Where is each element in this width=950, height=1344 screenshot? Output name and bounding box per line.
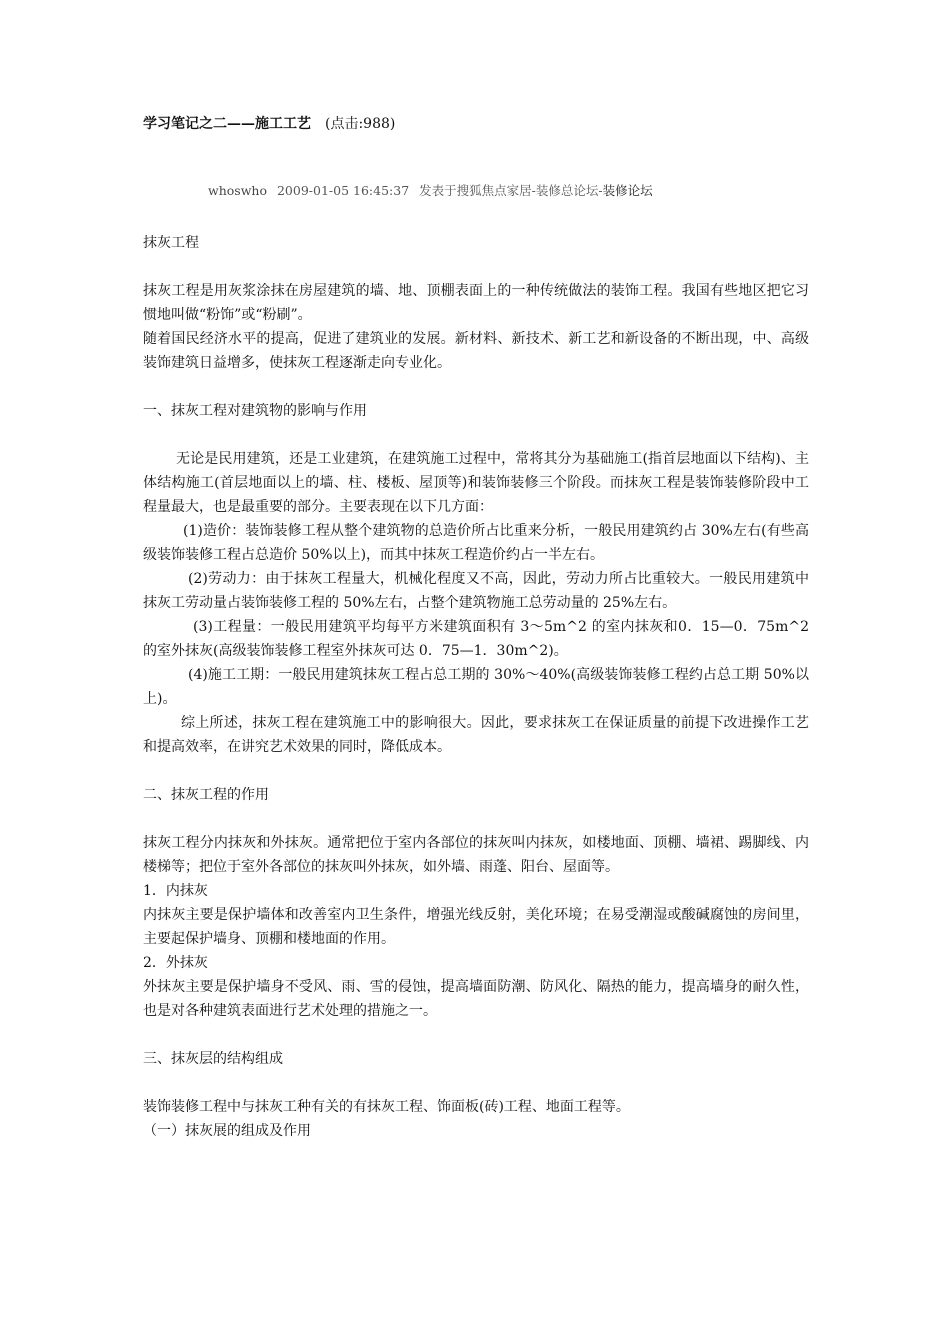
section-2-title: 二、抹灰工程的作用 [143,787,269,803]
section-1-paragraph: 无论是民用建筑，还是工业建筑，在建筑施工过程中，常将其分为基础施工(指首层地面以下结构)、主体结构施工(首层地面以上的墙、柱、楼板、屋顶等)和装饰装修三个阶段。而抹灰工程是装饰装修阶段中工程量最大，也是最重要的部分。主要表现在以下几方面： [143,451,809,515]
author-name: whoswho [208,183,267,198]
forum-board-name: 装修论坛 [602,183,653,198]
section-1-title: 一、抹灰工程对建筑物的影响与作用 [143,403,367,419]
section-1-summary: 综上所述，抹灰工程在建筑施工中的影响很大。因此，要求抹灰工在保证质量的前提下改进操作工艺和提高效率，在讲究艺术效果的同时，降低成本。 [143,715,809,755]
post-source: 发表于搜狐焦点家居-装修总论坛- [419,183,603,198]
section-2-paragraph: 抹灰工程分内抹灰和外抹灰。通常把位于室内各部位的抹灰叫内抹灰，如楼地面、顶棚、墙裙、踢脚线、内楼梯等；把位于室外各部位的抹灰叫外抹灰，如外墙、雨蓬、阳台、屋面等。 [143,835,809,875]
section-2-sub-1-text: 内抹灰主要是保护墙体和改善室内卫生条件，增强光线反射，美化环境；在易受潮湿或酸碱腐蚀的房间里，主要起保护墙身、顶棚和楼地面的作用。 [143,907,809,947]
post-meta [208,181,653,201]
click-count: (点击:988) [325,116,396,132]
section-1-item-cost: (1)造价：装饰装修工程从整个建筑物的总造价所占比重来分析，一般民用建筑约占 30%左右(有些高级装饰装修工程占总造价 50%以上)，而其中抹灰工程造价约占一半左右。 [143,523,809,563]
section-1-item-quantity: (3)工程量：一般民用建筑平均每平方米建筑面积有 3～5m^2 的室内抹灰和0．15—0．75m^2 的室外抹灰(高级装饰装修工程室外抹灰可达 0．75—1．30m^2)。 [143,619,809,659]
article-heading: 抹灰工程 [143,235,199,251]
post-datetime: 2009-01-05 16:45:37 [276,183,410,198]
section-3-title: 三、抹灰层的结构组成 [143,1051,283,1067]
section-1-item-duration: (4)施工工期：一般民用建筑抹灰工程占总工期的 30%～40%(高级装饰装修工程约占总工期 50%以上)。 [143,667,809,707]
section-1-item-labor: (2)劳动力：由于抹灰工程量大，机械化程度又不高，因此，劳动力所占比重较大。一般民用建筑中抹灰工劳动量占装饰装修工程的 50%左右，占整个建筑物施工总劳动量的 25%左右。 [143,571,809,611]
section-3-sub-1-title: （一）抹灰展的组成及作用 [143,1123,311,1139]
section-2-sub-2-title: 2．外抹灰 [143,955,208,971]
section-2-sub-2-text: 外抹灰主要是保护墙身不受风、雨、雪的侵蚀，提高墙面防潮、防风化、隔热的能力，提高墙身的耐久性，也是对各种建筑表面进行艺术处理的措施之一。 [143,979,809,1019]
intro-paragraph-2: 随着国民经济水平的提高，促进了建筑业的发展。新材料、新技术、新工艺和新设备的不断出现，中、高级装饰建筑日益增多，使抹灰工程逐渐走向专业化。 [143,331,809,371]
intro-paragraph-1: 抹灰工程是用灰浆涂抹在房屋建筑的墙、地、顶棚表面上的一种传统做法的装饰工程。我国有些地区把它习惯地叫做“粉饰”或“粉刷”。 [143,283,809,323]
section-3-paragraph: 装饰装修工程中与抹灰工种有关的有抹灰工程、饰面板(砖)工程、地面工程等。 [143,1099,630,1115]
post-title: 学习笔记之二——施工工艺 [143,116,311,132]
article-body [143,231,809,1143]
post-title-line [143,113,395,135]
section-2-sub-1-title: 1．内抹灰 [143,883,208,899]
